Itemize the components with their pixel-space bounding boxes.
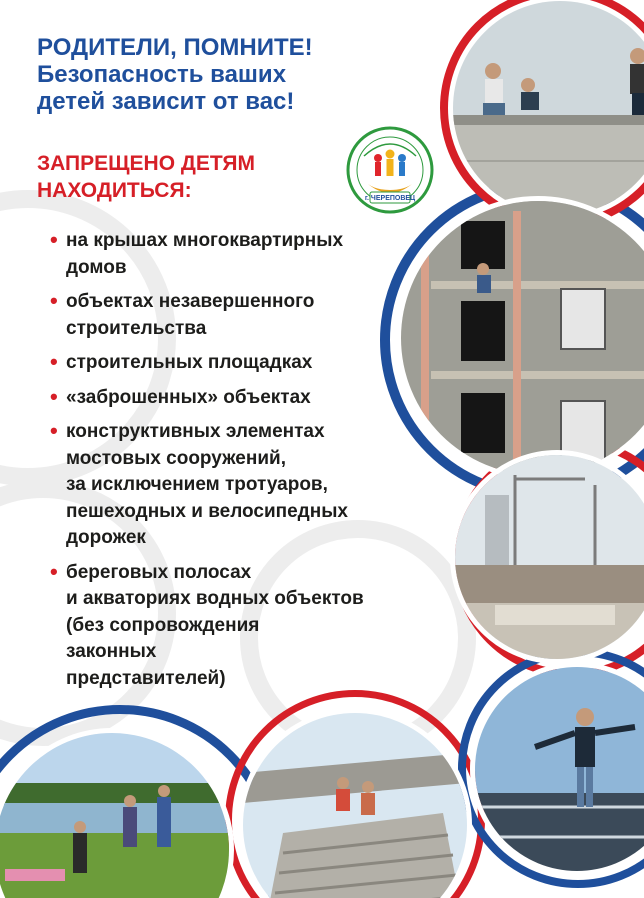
list-item (50, 385, 420, 412)
bullet-icon: • (50, 558, 58, 584)
item-line: мостовых сооружений, (66, 447, 286, 469)
item-line: на крышах многоквартирных (66, 230, 344, 251)
title-line-2: Безопасность ваших (37, 61, 287, 88)
item-line: объектах незавершенного (66, 291, 315, 312)
item-line: конструктивных элементах (66, 421, 325, 442)
item-line: за исключением тротуаров, (66, 474, 328, 495)
item-line: и акваториях водных объектов (66, 588, 364, 609)
bullet-icon: • (50, 288, 58, 313)
item-line: (без сопровождения (66, 614, 260, 636)
emblem-label: г. ЧЕРЕПОВЕЦ (364, 195, 416, 202)
list-item (50, 228, 420, 281)
bullet-icon: • (50, 227, 58, 252)
title-line-3: детей зависит от вас! (37, 88, 295, 115)
forbidden-line-1: ЗАПРЕЩЕНО ДЕТЯМ (37, 152, 255, 175)
item-line: дорожек (66, 527, 146, 548)
item-line: законных (66, 641, 157, 662)
list-item (50, 560, 420, 693)
forbidden-heading (37, 150, 255, 204)
item-line: домов (66, 256, 127, 278)
forbidden-line-2: НАХОДИТЬСЯ: (37, 179, 192, 202)
item-line: «заброшенных» объектах (66, 386, 311, 408)
title-line-1: РОДИТЕЛИ, ПОМНИТЕ! (37, 34, 313, 61)
city-commission-emblem (346, 126, 434, 214)
item-line: береговых полосах (66, 561, 252, 583)
item-line: строительных площадках (66, 352, 313, 373)
forbidden-places-list (50, 228, 420, 700)
item-line: пешеходных и велосипедных (66, 500, 349, 522)
list-item (50, 350, 420, 377)
bullet-icon: • (50, 418, 58, 443)
list-item (50, 289, 420, 342)
bullet-icon: • (50, 349, 58, 374)
page-title (37, 34, 313, 115)
bullet-icon: • (50, 383, 58, 409)
list-item (50, 419, 420, 552)
item-line: представителей) (66, 667, 226, 689)
item-line: строительства (66, 317, 207, 339)
